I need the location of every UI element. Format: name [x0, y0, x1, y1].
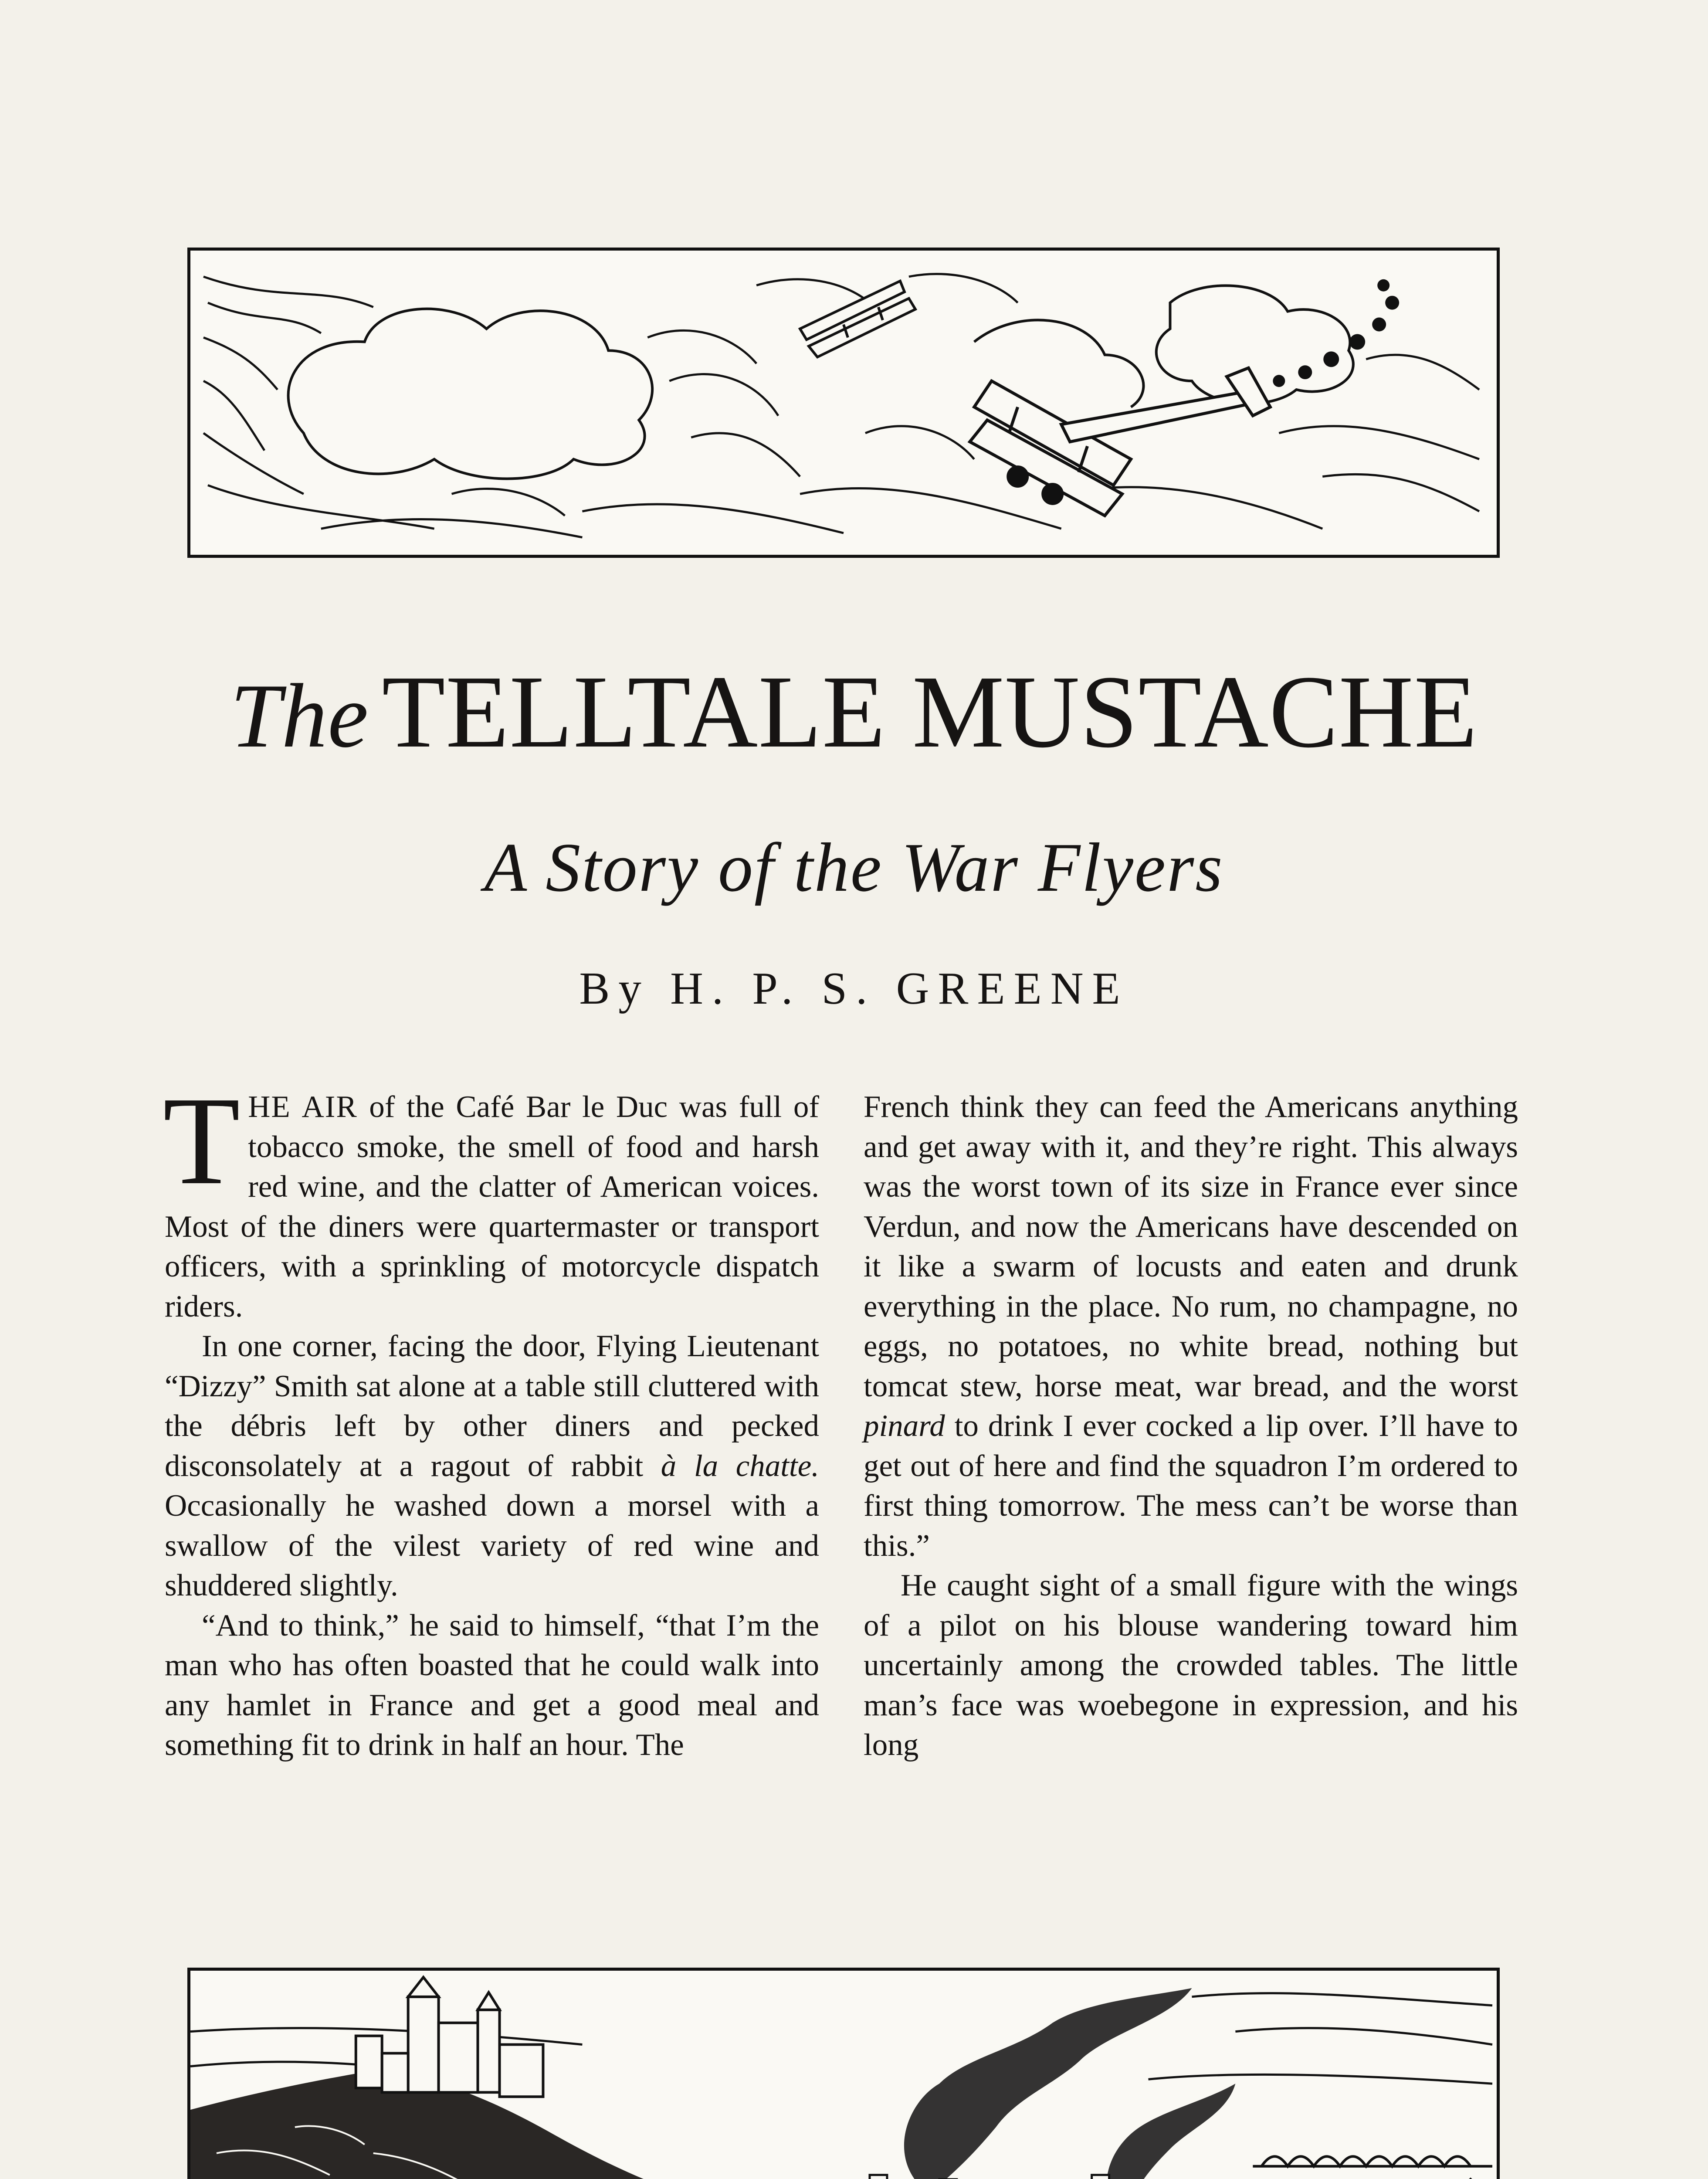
paragraph — [864, 1087, 1518, 1566]
biplane-clouds-illustration — [187, 248, 1500, 558]
italic-phrase: à la chatte. — [661, 1449, 819, 1483]
story-subtitle: A Story of the War Flyers — [484, 828, 1224, 906]
story-title — [0, 655, 1708, 769]
text-column-left — [163, 1071, 820, 1765]
paragraph — [163, 1071, 820, 1327]
paragraph-text: French think they can feed the Americans anything and get away with it, and they’re right. This always was the worst town of its size in France ever since Verdun, and now the Americans have descended on it like a swarm of locusts and eaten and drunk everything in the place. No rum, no champagne, no eggs, no potatoes, no white bread, nothing but tomcat stew, horse meat, war bread, and the worst — [864, 1090, 1518, 1403]
lead-caps: HE AIR — [248, 1090, 358, 1124]
biplane-in-clouds-icon — [190, 251, 1497, 555]
paragraph-text: to drink I ever cocked a lip over. I’ll have to get out of here and find the squadron I’m ordered to first thing tomorrow. The mess can’t be worse than this.” — [864, 1409, 1518, 1563]
title-main: TELLTALE MUSTACHE — [382, 655, 1478, 769]
paragraph: He caught sight of a small figure with the wings of a pilot on his blouse wandering toward him uncertainly among the crowded tables. The little man’s face was woebegone in expression, and his long — [864, 1568, 1518, 1762]
burning-town-landscape-icon — [190, 1971, 1497, 2179]
paragraph: “And to think,” he said to himself, “that I’m the man who has often boasted that he could walk into any hamlet in France and get a good meal and something fit to drink in half an hour. The — [165, 1608, 819, 1762]
paragraph-text: In one corner, facing the door, Flying Lieutenant “Dizzy” Smith sat alone at a table still cluttered with the débris left by other diners and pecked disconsolately at a ragout of rabbit — [165, 1329, 819, 1483]
paragraph — [165, 1327, 819, 1606]
town-landscape-illustration — [187, 1968, 1500, 2179]
drop-cap: T — [163, 1071, 241, 1211]
author-byline: By H. P. S. GREENE — [579, 963, 1129, 1014]
title-lead: The — [230, 665, 369, 767]
italic-word: pinard — [864, 1409, 945, 1443]
paragraph-text: of the Café Bar le Duc was full of tobacco smoke, the smell of food and harsh red wine, and the clatter of American voices. Most of the diners were quartermaster or transport officers, with a sprinkling of motorcycle dispatch riders. — [165, 1090, 820, 1324]
text-column-right — [864, 1087, 1518, 1765]
paragraph-text: Occasionally he washed down a morsel with a swallow of the vilest variety of red wine and shuddered slightly. — [165, 1489, 819, 1602]
